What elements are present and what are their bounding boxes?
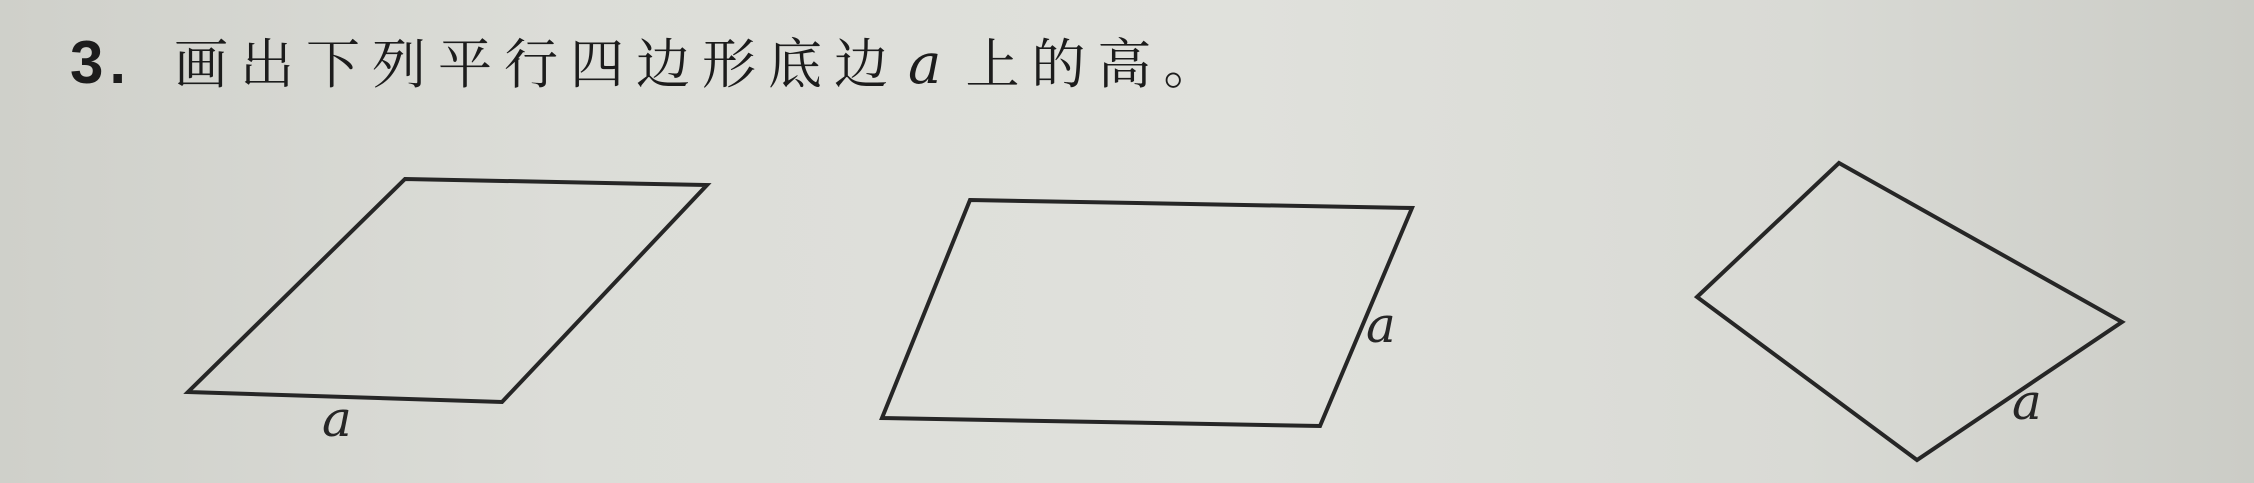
parallelogram-2[interactable] [882,200,1412,426]
parallelogram-1[interactable] [188,179,707,402]
figure-1 [188,179,707,448]
question-number: 3 [70,29,104,96]
question-text-after: 上的高。 [965,33,1230,96]
question-number-dot: . [109,29,127,96]
figure-3 [1697,163,2122,460]
figure-2 [882,200,1412,426]
rhombus-3[interactable] [1697,163,2122,460]
figure-1-base-label: a [322,390,352,448]
figure-3-base-label: a [2012,373,2042,431]
question-text-before: 画出下列平行四边形底边 [174,33,901,96]
figure-2-base-label: a [1366,296,1396,354]
question-variable: a [908,32,942,97]
